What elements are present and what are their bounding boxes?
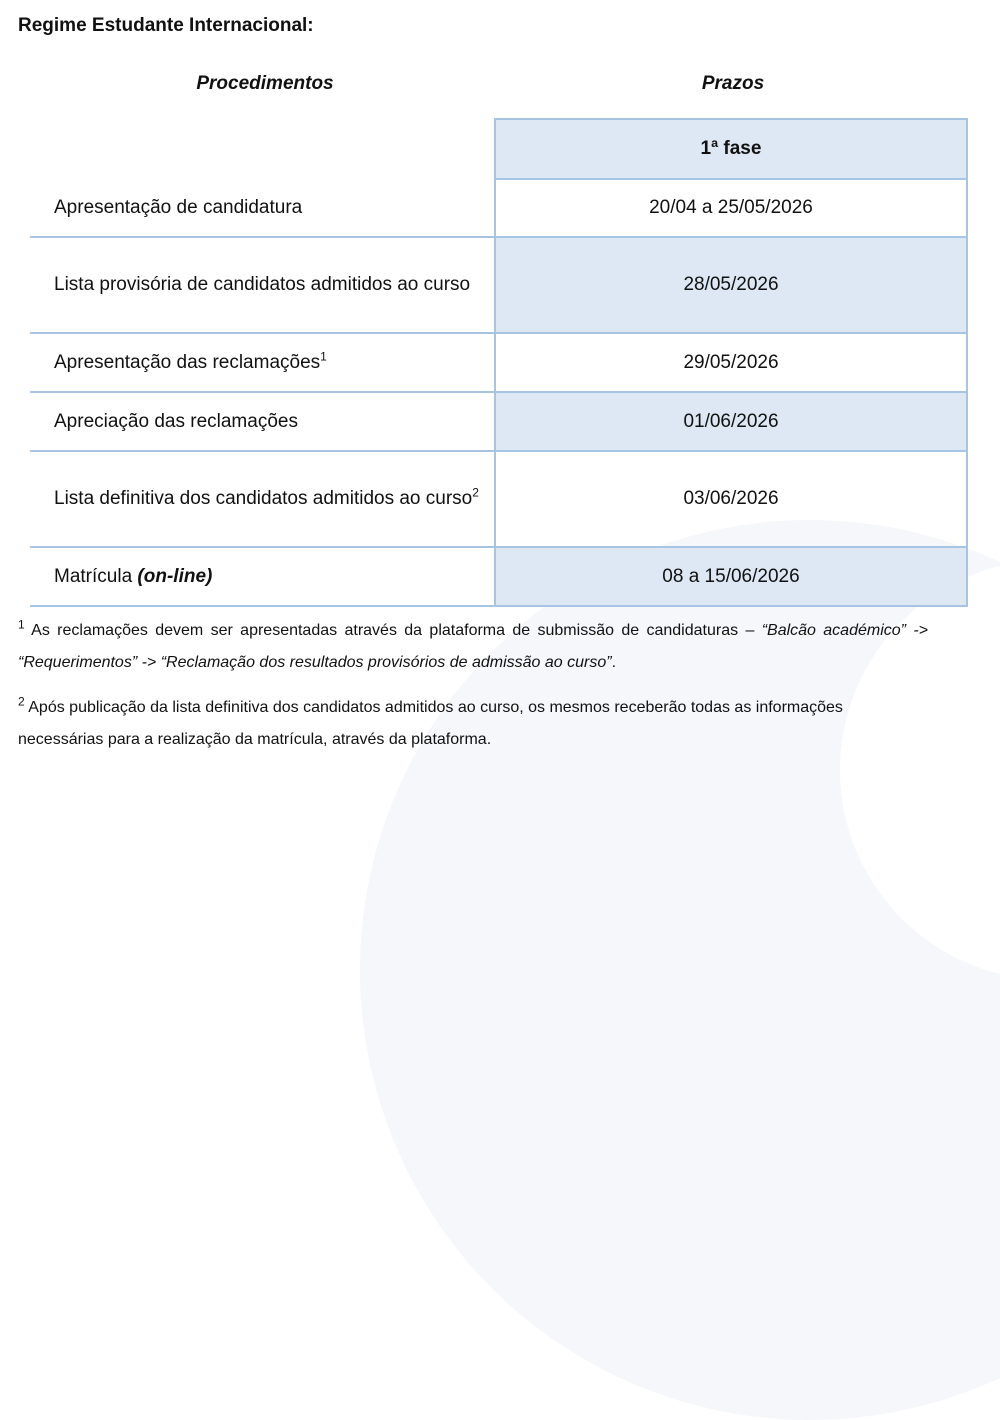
footnote-mark: 1 [18,617,25,632]
footnote-1: $^1$ As reclamações devem ser apresentadas através da plataforma de submissão de candidaturas – “Balcão académico” -> “Requerimentos” -> “Reclamação dos resultados provisórios de admissão ao curso”. [18,617,929,671]
deadline-value: 03/06/2026 [495,451,967,547]
procedure-label: Lista provisória de candidatos admitidos ao curso [30,237,495,333]
deadline-value: 29/05/2026 [495,333,967,392]
table-row [30,179,967,237]
deadline-value: 28/05/2026 [495,237,967,333]
table-row [30,547,967,606]
procedure-label-emphasis: (on-line) [137,565,213,587]
empty-header-cell [30,119,495,179]
procedure-label: Lista definitiva dos candidatos admitidos ao curso$^2$ [30,451,495,547]
procedure-label: Matrícula (on-line) [30,547,495,606]
deadline-value: 01/06/2026 [495,392,967,451]
footnote-ref: 1 [320,349,327,364]
column-header-deadlines: Prazos [701,73,765,94]
footnote-path: “Balcão académico” -> “Requerimentos” -> “Reclamação dos resultados provisórios de admissão ao curso” [18,622,929,671]
deadline-value: 20/04 a 25/05/2026 [495,179,967,237]
procedure-label: Apreciação das reclamações [30,392,495,451]
procedure-label: Apresentação de candidatura [30,179,495,237]
phase-label: 1ª fase [495,119,967,179]
procedure-label: Apresentação das reclamações$^1$ [30,333,495,392]
phase-header-row [30,119,967,179]
footnote-text: As reclamações devem ser apresentadas através da plataforma de submissão de candidaturas – [31,622,762,639]
table-row [30,237,967,333]
schedule-table [30,118,968,607]
table-row [30,333,967,392]
table-row [30,392,967,451]
deadline-value: 08 a 15/06/2026 [495,547,967,606]
table-row [30,451,967,547]
footnote-text: Após publicação da lista definitiva dos candidatos admitidos ao curso, os mesmos receberão todas as informações necessárias para a realização da matrícula, através da plataforma. [18,699,843,748]
document-heading: Regime Estudante Internacional: [18,15,314,36]
footnote-ref: 2 [472,485,479,500]
footnote-2 [18,692,928,756]
footnote-mark: 2 [18,694,25,709]
column-header-procedures: Procedimentos [196,73,334,94]
